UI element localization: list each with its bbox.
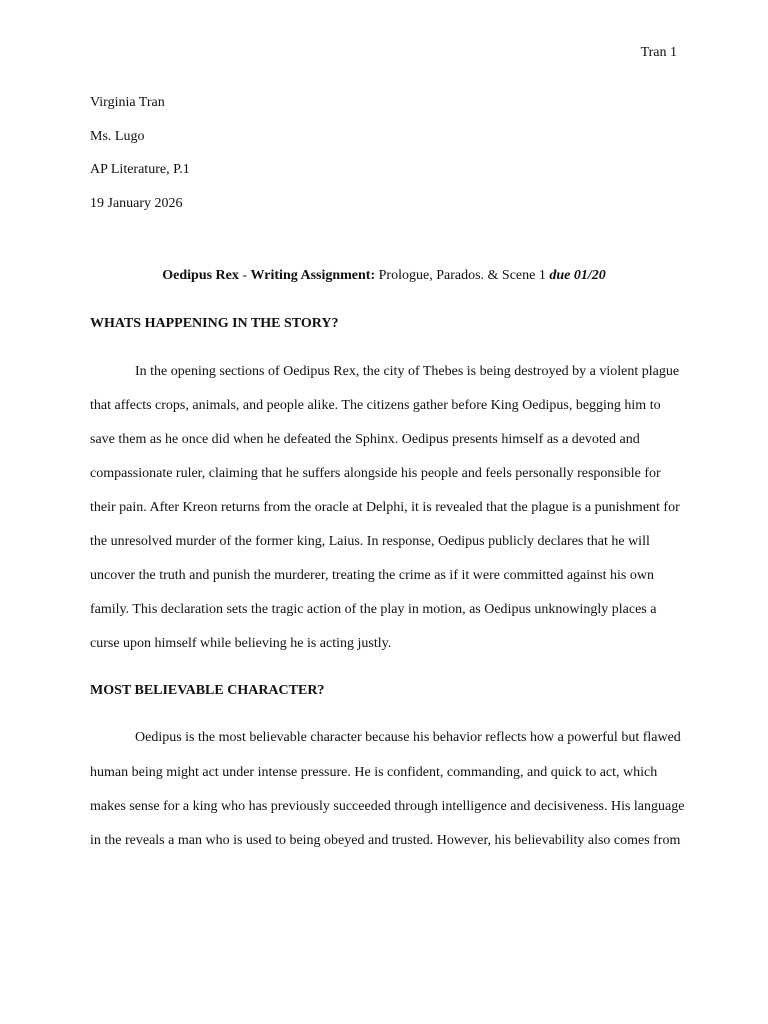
paragraph-line: makes sense for a king who has previously succeeded through intelligence and decisiveness. His language	[90, 799, 685, 814]
section-heading-story: WHATS HAPPENING IN THE STORY?	[90, 316, 339, 331]
paragraph-line: In the opening sections of Oedipus Rex, the city of Thebes is being destroyed by a violent plague	[135, 364, 680, 379]
paragraph-line: Oedipus is the most believable character because his behavior reflects how a powerful but flawed	[135, 730, 681, 745]
title-separator: -	[238, 268, 251, 283]
paragraph-line: in the reveals a man who is used to being obeyed and trusted. However, his believability also comes from	[90, 833, 681, 848]
student-name: Virginia Tran	[90, 95, 165, 110]
paragraph-line: family. This declaration sets the tragic action of the play in motion, as Oedipus unknowingly places a	[90, 602, 657, 617]
section-heading-character: MOST BELIEVABLE CHARACTER?	[90, 683, 325, 698]
paragraph-line: compassionate ruler, claiming that he suffers alongside his people and feels personally responsible for	[90, 466, 661, 481]
page-header-number: Tran 1	[640, 45, 677, 60]
paragraph-line: the unresolved murder of the former king, Laius. In response, Oedipus publicly declares that he will	[90, 534, 650, 549]
paragraph-line: that affects crops, animals, and people alike. The citizens gather before King Oedipus, begging him to	[90, 398, 661, 413]
paragraph-line: save them as he once did when he defeated the Sphinx. Oedipus presents himself as a devoted and	[90, 432, 640, 447]
paragraph-line: their pain. After Kreon returns from the oracle at Delphi, it is revealed that the plague is a punishment for	[90, 500, 680, 515]
paragraph-line: uncover the truth and punish the murderer, treating the crime as if it were committed against his own	[90, 568, 654, 583]
title-due: due 01/20	[549, 268, 606, 283]
assignment-date: 19 January 2026	[90, 196, 183, 211]
title-sections: Prologue, Parados. & Scene 1	[375, 268, 550, 283]
document-title	[0, 267, 768, 285]
teacher-name: Ms. Lugo	[90, 129, 145, 144]
paragraph-line: curse upon himself while believing he is acting justly.	[90, 636, 392, 651]
title-assignment: Writing Assignment:	[250, 268, 376, 283]
course-name: AP Literature, P.1	[90, 162, 190, 177]
title-work: Oedipus Rex	[162, 268, 239, 283]
paragraph-line: human being might act under intense pressure. He is confident, commanding, and quick to act, which	[90, 765, 658, 780]
